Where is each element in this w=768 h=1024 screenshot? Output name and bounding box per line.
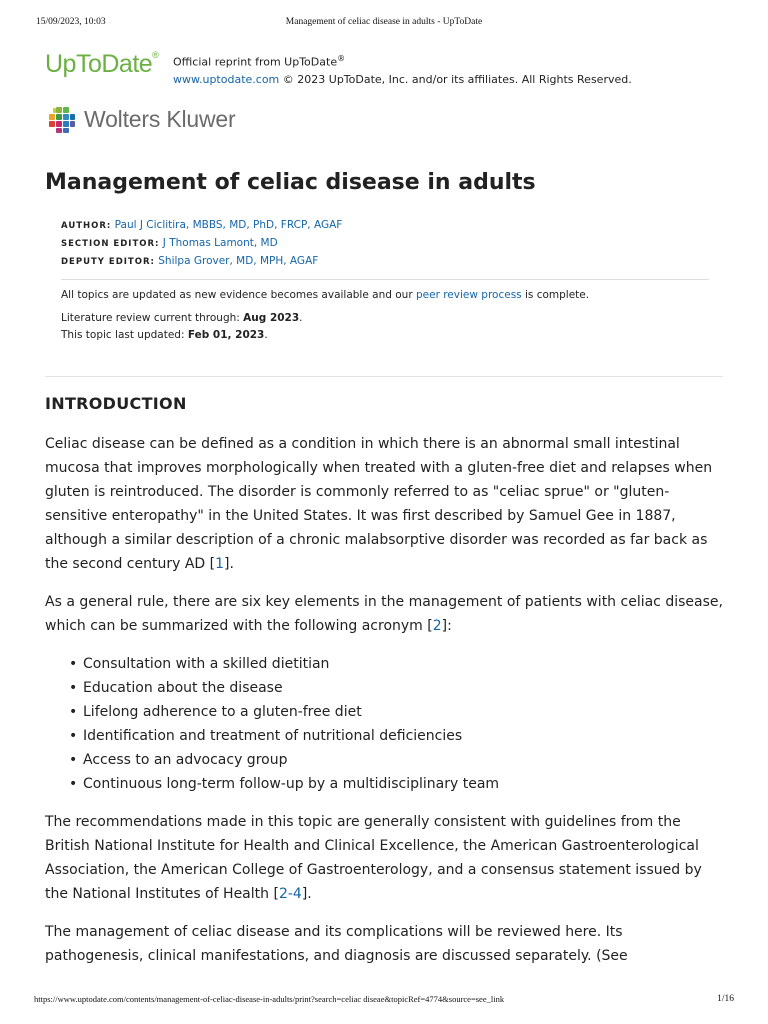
reference-link-2-4[interactable]: 2-4 <box>278 886 302 902</box>
deputy-editor-row <box>61 253 709 271</box>
last-updated-date: Feb 01, 2023 <box>187 329 265 341</box>
section-editor-label: SECTION EDITOR: <box>61 239 160 249</box>
section-heading-introduction: INTRODUCTION <box>45 394 187 413</box>
reprint-registered-mark: ® <box>337 54 346 63</box>
print-datetime: 15/09/2023, 10:03 <box>36 17 106 27</box>
print-page-title: Management of celiac disease in adults - UpToDate <box>285 17 483 27</box>
intro-paragraph-1 <box>45 432 725 576</box>
paragraph-text: Celiac disease can be defined as a condition in which there is an abnormal small intestinal mucosa that improves morphologically when treated with a gluten-free diet and relapses when gluten is reintroduced. The disorder is commonly referred to as "celiac sprue" or "gluten-sensitive enteropathy" in the United States. It was first described by Samuel Gee in 1887, although a similar description of a chronic malabsorptive disorder was recorded as far back as the second century AD [ <box>45 436 713 572</box>
list-item: • Continuous long-term follow-up by a multidisciplinary team <box>83 772 725 796</box>
uptodate-site-link[interactable]: www.uptodate.com <box>173 72 280 86</box>
paragraph-end: ]. <box>224 556 234 572</box>
paragraph-end: ]. <box>301 886 312 902</box>
uptodate-logo[interactable] <box>45 50 158 79</box>
reprint-notice <box>173 50 632 88</box>
paragraph-text: As a general rule, there are six key elements in the management of patients with celiac disease, which can be summarized with the following acronym [ <box>45 594 723 634</box>
article-body <box>45 432 725 982</box>
intro-paragraph-2 <box>45 590 725 638</box>
section-editor-link[interactable]: J Thomas Lamont, MD <box>162 237 278 249</box>
management-elements-list <box>45 652 725 796</box>
author-link[interactable]: Paul J Ciclitira, MBBS, MD, PhD, FRCP, AGAF <box>114 219 343 231</box>
intro-paragraph-3 <box>45 810 725 906</box>
wolters-kluwer-wordmark: Wolters Kluwer <box>84 106 236 132</box>
wolters-kluwer-logo-icon <box>45 103 78 136</box>
deputy-editor-label: DEPUTY EDITOR: <box>61 257 155 267</box>
paragraph-text: The recommendations made in this topic are generally consistent with guidelines from the British National Institute for Health and Clinical Excellence, the American Gastroenterological Association, the American College of Gastroenterology, and a consensus statement issued by the National Institutes of Health [ <box>45 814 702 902</box>
reference-link-1[interactable]: 1 <box>215 556 225 572</box>
print-url: https://www.uptodate.com/contents/management-of-celiac-disease-in-adults/print?search=celiac diseae&topicRef=4774&source=see_link <box>34 994 505 1004</box>
author-label: AUTHOR: <box>61 221 112 231</box>
literature-review-label: Literature review current through: <box>61 312 244 324</box>
review-note <box>61 287 709 304</box>
print-page-number: 1/16 <box>717 994 734 1004</box>
last-updated-label: This topic last updated: <box>61 329 188 341</box>
print-header <box>0 17 768 31</box>
literature-review-line: Literature review current through: Aug 2023. <box>61 312 303 324</box>
article-title: Management of celiac disease in adults <box>45 170 536 195</box>
meta-divider <box>61 279 709 280</box>
wolters-kluwer-logo[interactable] <box>45 103 235 136</box>
uptodate-registered-mark: ® <box>152 50 159 60</box>
review-note-suffix: is complete. <box>521 289 590 301</box>
uptodate-logo-text: UpToDate <box>45 50 153 78</box>
deputy-editor-link[interactable]: Shilpa Grover, MD, MPH, AGAF <box>158 255 319 267</box>
reprint-line <box>173 50 632 71</box>
last-updated-line: This topic last updated: Feb 01, 2023. <box>61 329 268 341</box>
intro-paragraph-4: The management of celiac disease and its complications will be reviewed here. Its pathogenesis, clinical manifestations, and diagnosis are discussed separately. (See <box>45 924 628 964</box>
print-footer <box>0 994 768 1008</box>
copyright-line <box>173 71 632 88</box>
article-meta <box>61 217 709 344</box>
section-divider <box>45 376 723 377</box>
list-item: • Access to an advocacy group <box>83 748 725 772</box>
review-note-prefix: All topics are updated as new evidence becomes available and our <box>61 289 416 301</box>
section-editor-row <box>61 235 709 253</box>
reprint-official-text: Official reprint from UpToDate <box>173 55 338 69</box>
list-item: • Consultation with a skilled dietitian <box>83 652 725 676</box>
list-item: • Identification and treatment of nutritional deficiencies <box>83 724 725 748</box>
author-row <box>61 217 709 235</box>
list-item: • Education about the disease <box>83 676 725 700</box>
literature-review-date: Aug 2023 <box>243 312 300 324</box>
reference-link-2[interactable]: 2 <box>432 618 442 634</box>
peer-review-link[interactable]: peer review process <box>415 289 522 301</box>
list-item: • Lifelong adherence to a gluten-free diet <box>83 700 725 724</box>
copyright-text: © 2023 UpToDate, Inc. and/or its affiliates. All Rights Reserved. <box>279 72 632 86</box>
paragraph-end: ]: <box>441 618 452 634</box>
